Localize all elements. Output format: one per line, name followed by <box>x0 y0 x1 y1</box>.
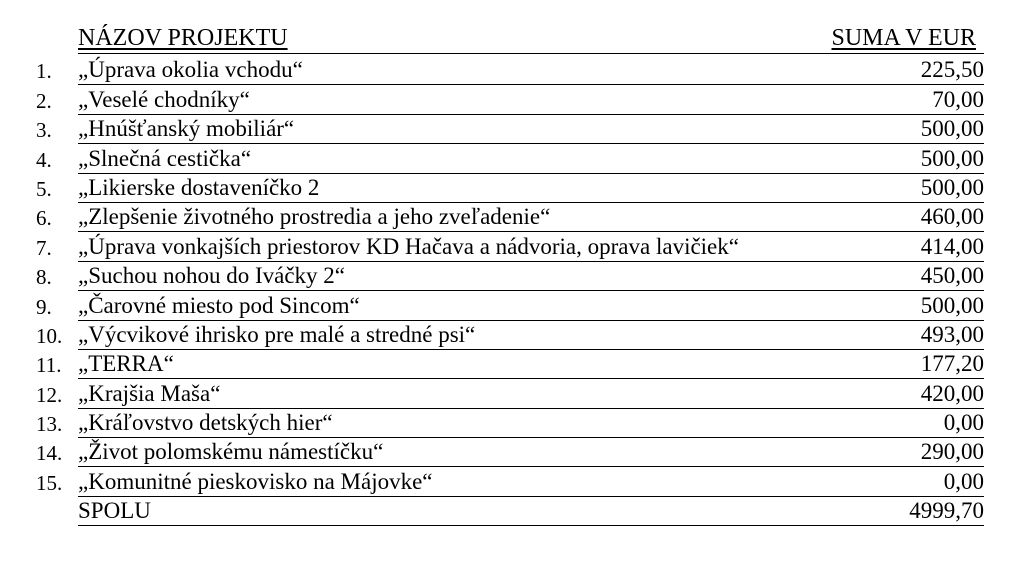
column-header-project-name: NÁZOV PROJEKTU <box>78 25 288 51</box>
project-sum: 500,00 <box>920 174 984 200</box>
table-row <box>0 144 1024 173</box>
table-row <box>0 115 1024 144</box>
project-name: „Úprava vonkajších priestorov KD Hačava a nádvoria, oprava lavičiek“ <box>78 233 739 259</box>
table-header <box>78 24 984 52</box>
project-name: „Veselé chodníky“ <box>78 86 250 112</box>
project-sum: 177,20 <box>920 351 984 377</box>
table-row <box>0 438 1024 467</box>
project-sum: 420,00 <box>920 380 984 406</box>
row-number: 8. <box>36 265 52 290</box>
row-number: 5. <box>36 176 52 201</box>
total-row <box>0 497 1024 526</box>
project-sum: 500,00 <box>920 292 984 318</box>
total-sum: 4999,70 <box>909 498 984 524</box>
row-number: 3. <box>36 118 52 143</box>
project-name: „Komunitné pieskovisko na Májovke“ <box>78 468 433 494</box>
project-sum: 290,00 <box>920 439 984 465</box>
project-sum: 225,50 <box>920 57 984 83</box>
row-number: 4. <box>36 147 52 172</box>
project-sum: 460,00 <box>920 204 984 230</box>
table-row <box>0 350 1024 379</box>
project-sum: 0,00 <box>943 468 984 494</box>
project-sum: 70,00 <box>932 86 984 112</box>
total-label: SPOLU <box>78 498 151 524</box>
table-row <box>0 232 1024 261</box>
project-name: „Kráľovstvo detských hier“ <box>78 410 333 436</box>
project-sum: 500,00 <box>920 145 984 171</box>
row-number: 1. <box>36 59 52 84</box>
table-row <box>0 56 1024 85</box>
table-row <box>0 291 1024 320</box>
project-name: „Slnečná cestička“ <box>78 145 252 171</box>
project-sum: 500,00 <box>920 116 984 142</box>
row-number: 2. <box>36 88 52 113</box>
project-name: „Suchou nohou do Iváčky 2“ <box>78 263 345 289</box>
table-row <box>0 174 1024 203</box>
table-row <box>0 321 1024 350</box>
row-rule <box>78 525 984 526</box>
project-name: „Úprava okolia vchodu“ <box>78 57 303 83</box>
row-number: 7. <box>36 235 52 260</box>
row-number: 10. <box>36 323 63 348</box>
project-sum: 0,00 <box>943 410 984 436</box>
table-body <box>0 56 1024 526</box>
row-number: 11. <box>36 353 62 378</box>
row-number: 12. <box>36 382 63 407</box>
project-name: „Výcvikové ihrisko pre malé a stredné psi“ <box>78 321 476 347</box>
project-sum: 493,00 <box>920 321 984 347</box>
project-sum: 414,00 <box>920 233 984 259</box>
row-number: 13. <box>36 412 63 437</box>
table-row <box>0 262 1024 291</box>
row-number: 9. <box>36 294 52 319</box>
project-name: „Likierske dostaveníčko 2 <box>78 174 320 200</box>
project-name: „Hnúšťanský mobiliár“ <box>78 116 295 142</box>
column-header-sum: SUMA V EUR <box>831 25 976 51</box>
header-rule <box>78 53 984 54</box>
row-number: 6. <box>36 206 52 231</box>
table-row <box>0 203 1024 232</box>
project-name: „TERRA“ <box>78 351 174 377</box>
row-number: 15. <box>36 470 63 495</box>
project-name: „Čarovné miesto pod Sincom“ <box>78 292 360 318</box>
row-number: 14. <box>36 441 63 466</box>
table-row <box>0 379 1024 408</box>
project-name: „Krajšia Maša“ <box>78 380 221 406</box>
project-sum: 450,00 <box>920 263 984 289</box>
project-name: „Zlepšenie životného prostredia a jeho zveľadenie“ <box>78 204 551 230</box>
project-name: „Život polomskému námestíčku“ <box>78 439 384 465</box>
table-row <box>0 409 1024 438</box>
table-row <box>0 85 1024 114</box>
table-row <box>0 467 1024 496</box>
